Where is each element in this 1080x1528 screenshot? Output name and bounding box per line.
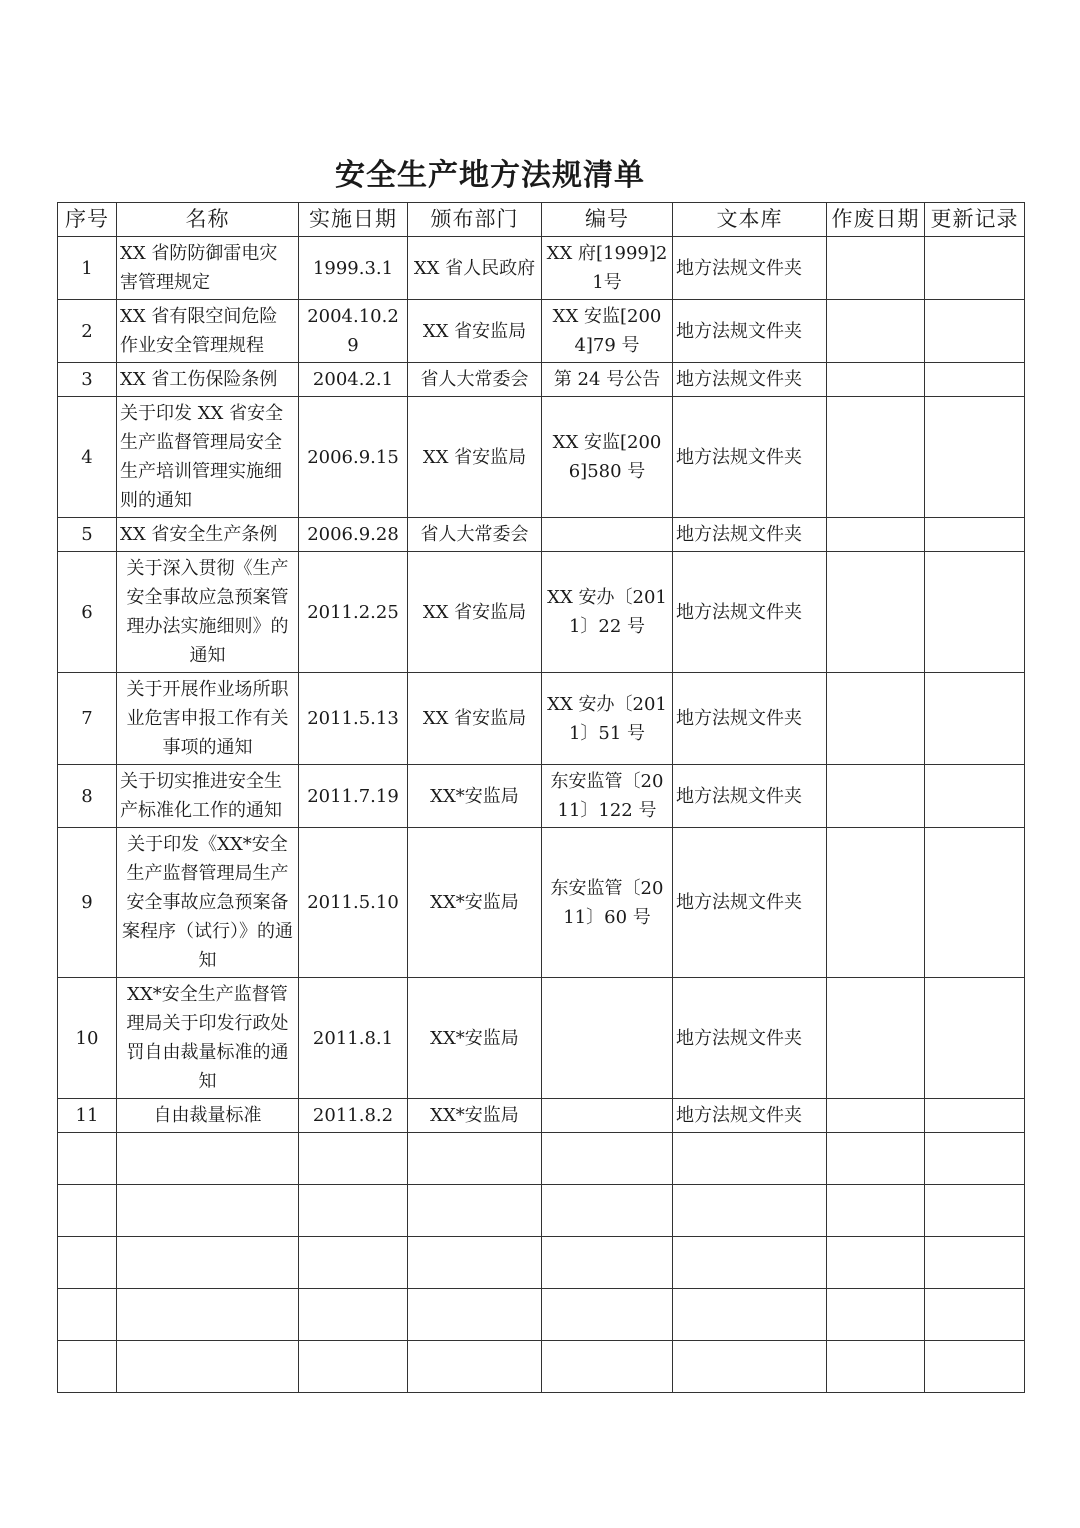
cell-update-log [925, 552, 1025, 673]
table-row [58, 673, 1025, 765]
cell-seq: 8 [58, 765, 117, 828]
cell-void-date [827, 397, 925, 518]
cell-name: 关于印发《XX*安全生产监督管理局生产安全事故应急预案备案程序（试行）》的通知 [117, 828, 299, 978]
table-row [58, 363, 1025, 397]
cell-update-log [925, 1099, 1025, 1133]
empty-cell [827, 1289, 925, 1341]
empty-cell [673, 1341, 827, 1393]
cell-name: 自由裁量标准 [117, 1099, 299, 1133]
cell-date: 2006.9.28 [299, 518, 408, 552]
empty-cell [925, 1289, 1025, 1341]
cell-dept: XX*安监局 [408, 978, 542, 1099]
empty-cell [925, 1133, 1025, 1185]
cell-seq: 3 [58, 363, 117, 397]
empty-row [58, 1289, 1025, 1341]
header-code: 编号 [542, 203, 673, 237]
header-library: 文本库 [673, 203, 827, 237]
empty-cell [117, 1185, 299, 1237]
header-date: 实施日期 [299, 203, 408, 237]
cell-dept: XX*安监局 [408, 765, 542, 828]
cell-name: XX 省防防御雷电灾害管理规定 [117, 237, 299, 300]
empty-cell [117, 1133, 299, 1185]
empty-row [58, 1237, 1025, 1289]
table-row [58, 300, 1025, 363]
empty-cell [542, 1237, 673, 1289]
cell-void-date [827, 673, 925, 765]
regulations-table [57, 202, 1025, 1393]
empty-cell [673, 1237, 827, 1289]
empty-cell [673, 1133, 827, 1185]
cell-dept: XX*安监局 [408, 828, 542, 978]
empty-cell [58, 1133, 117, 1185]
cell-seq: 2 [58, 300, 117, 363]
empty-row [58, 1185, 1025, 1237]
cell-date: 2011.5.10 [299, 828, 408, 978]
cell-code: XX 安监[2006]580 号 [542, 397, 673, 518]
empty-cell [58, 1185, 117, 1237]
empty-cell [117, 1237, 299, 1289]
cell-library: 地方法规文件夹 [673, 765, 827, 828]
cell-library: 地方法规文件夹 [673, 978, 827, 1099]
cell-update-log [925, 828, 1025, 978]
cell-seq: 5 [58, 518, 117, 552]
empty-cell [542, 1341, 673, 1393]
cell-code [542, 518, 673, 552]
cell-update-log [925, 300, 1025, 363]
cell-code: 第 24 号公告 [542, 363, 673, 397]
cell-dept: 省人大常委会 [408, 363, 542, 397]
empty-cell [299, 1289, 408, 1341]
empty-cell [827, 1133, 925, 1185]
cell-seq: 11 [58, 1099, 117, 1133]
empty-cell [408, 1289, 542, 1341]
cell-dept: XX 省安监局 [408, 300, 542, 363]
cell-date: 2011.8.2 [299, 1099, 408, 1133]
cell-seq: 10 [58, 978, 117, 1099]
empty-cell [299, 1237, 408, 1289]
cell-update-log [925, 765, 1025, 828]
cell-update-log [925, 397, 1025, 518]
empty-cell [58, 1237, 117, 1289]
header-dept: 颁布部门 [408, 203, 542, 237]
empty-cell [827, 1237, 925, 1289]
empty-cell [542, 1289, 673, 1341]
cell-name: XX*安全生产监督管理局关于印发行政处罚自由裁量标准的通知 [117, 978, 299, 1099]
empty-cell [299, 1341, 408, 1393]
table-row [58, 765, 1025, 828]
empty-cell [542, 1185, 673, 1237]
cell-code [542, 1099, 673, 1133]
cell-date: 2011.2.25 [299, 552, 408, 673]
cell-seq: 4 [58, 397, 117, 518]
cell-dept: XX 省安监局 [408, 552, 542, 673]
cell-dept: XX 省安监局 [408, 397, 542, 518]
table-row [58, 978, 1025, 1099]
cell-void-date [827, 1099, 925, 1133]
empty-cell [408, 1237, 542, 1289]
table-row [58, 552, 1025, 673]
cell-date: 2004.2.1 [299, 363, 408, 397]
cell-date: 2006.9.15 [299, 397, 408, 518]
page-title: 安全生产地方法规清单 [335, 158, 645, 193]
cell-void-date [827, 978, 925, 1099]
cell-dept: XX 省人民政府 [408, 237, 542, 300]
empty-cell [117, 1289, 299, 1341]
empty-cell [925, 1341, 1025, 1393]
empty-cell [58, 1341, 117, 1393]
cell-seq: 6 [58, 552, 117, 673]
cell-date: 2011.5.13 [299, 673, 408, 765]
cell-name: 关于切实推进安全生产标准化工作的通知 [117, 765, 299, 828]
cell-library: 地方法规文件夹 [673, 828, 827, 978]
cell-seq: 1 [58, 237, 117, 300]
cell-name: XX 省安全生产条例 [117, 518, 299, 552]
cell-update-log [925, 518, 1025, 552]
header-void-date: 作废日期 [827, 203, 925, 237]
empty-row [58, 1341, 1025, 1393]
cell-void-date [827, 552, 925, 673]
cell-seq: 9 [58, 828, 117, 978]
table-row [58, 828, 1025, 978]
cell-library: 地方法规文件夹 [673, 552, 827, 673]
cell-update-log [925, 363, 1025, 397]
cell-library: 地方法规文件夹 [673, 237, 827, 300]
table-row [58, 237, 1025, 300]
cell-library: 地方法规文件夹 [673, 397, 827, 518]
cell-date: 2011.8.1 [299, 978, 408, 1099]
cell-code: 东安监管〔2011〕122 号 [542, 765, 673, 828]
empty-cell [408, 1185, 542, 1237]
header-update-log: 更新记录 [925, 203, 1025, 237]
cell-date: 1999.3.1 [299, 237, 408, 300]
cell-dept: 省人大常委会 [408, 518, 542, 552]
cell-void-date [827, 300, 925, 363]
cell-library: 地方法规文件夹 [673, 673, 827, 765]
cell-dept: XX 省安监局 [408, 673, 542, 765]
cell-name: XX 省有限空间危险作业安全管理规程 [117, 300, 299, 363]
empty-cell [673, 1289, 827, 1341]
cell-void-date [827, 363, 925, 397]
table-row [58, 397, 1025, 518]
empty-cell [408, 1341, 542, 1393]
cell-code: XX 安办〔2011〕22 号 [542, 552, 673, 673]
cell-name: 关于开展作业场所职业危害申报工作有关事项的通知 [117, 673, 299, 765]
header-seq: 序号 [58, 203, 117, 237]
cell-library: 地方法规文件夹 [673, 363, 827, 397]
cell-code [542, 978, 673, 1099]
empty-cell [542, 1133, 673, 1185]
cell-seq: 7 [58, 673, 117, 765]
cell-code: XX 安监[2004]79 号 [542, 300, 673, 363]
cell-library: 地方法规文件夹 [673, 518, 827, 552]
empty-cell [827, 1341, 925, 1393]
empty-cell [673, 1185, 827, 1237]
cell-dept: XX*安监局 [408, 1099, 542, 1133]
empty-cell [408, 1133, 542, 1185]
cell-code: 东安监管〔2011〕60 号 [542, 828, 673, 978]
table-row [58, 518, 1025, 552]
cell-update-log [925, 237, 1025, 300]
cell-update-log [925, 673, 1025, 765]
cell-name: 关于深入贯彻《生产安全事故应急预案管理办法实施细则》的通知 [117, 552, 299, 673]
header-name: 名称 [117, 203, 299, 237]
cell-name: 关于印发 XX 省安全生产监督管理局安全生产培训管理实施细则的通知 [117, 397, 299, 518]
empty-cell [827, 1185, 925, 1237]
empty-cell [299, 1133, 408, 1185]
cell-void-date [827, 765, 925, 828]
empty-cell [925, 1185, 1025, 1237]
cell-code: XX 府[1999]21号 [542, 237, 673, 300]
cell-update-log [925, 978, 1025, 1099]
cell-void-date [827, 237, 925, 300]
cell-void-date [827, 518, 925, 552]
empty-row [58, 1133, 1025, 1185]
table-row [58, 1099, 1025, 1133]
cell-void-date [827, 828, 925, 978]
cell-date: 2011.7.19 [299, 765, 408, 828]
cell-library: 地方法规文件夹 [673, 300, 827, 363]
empty-cell [299, 1185, 408, 1237]
cell-date: 2004.10.29 [299, 300, 408, 363]
table-header-row [58, 203, 1025, 237]
empty-cell [925, 1237, 1025, 1289]
cell-code: XX 安办〔2011〕51 号 [542, 673, 673, 765]
empty-cell [58, 1289, 117, 1341]
cell-library: 地方法规文件夹 [673, 1099, 827, 1133]
cell-name: XX 省工伤保险条例 [117, 363, 299, 397]
empty-cell [117, 1341, 299, 1393]
